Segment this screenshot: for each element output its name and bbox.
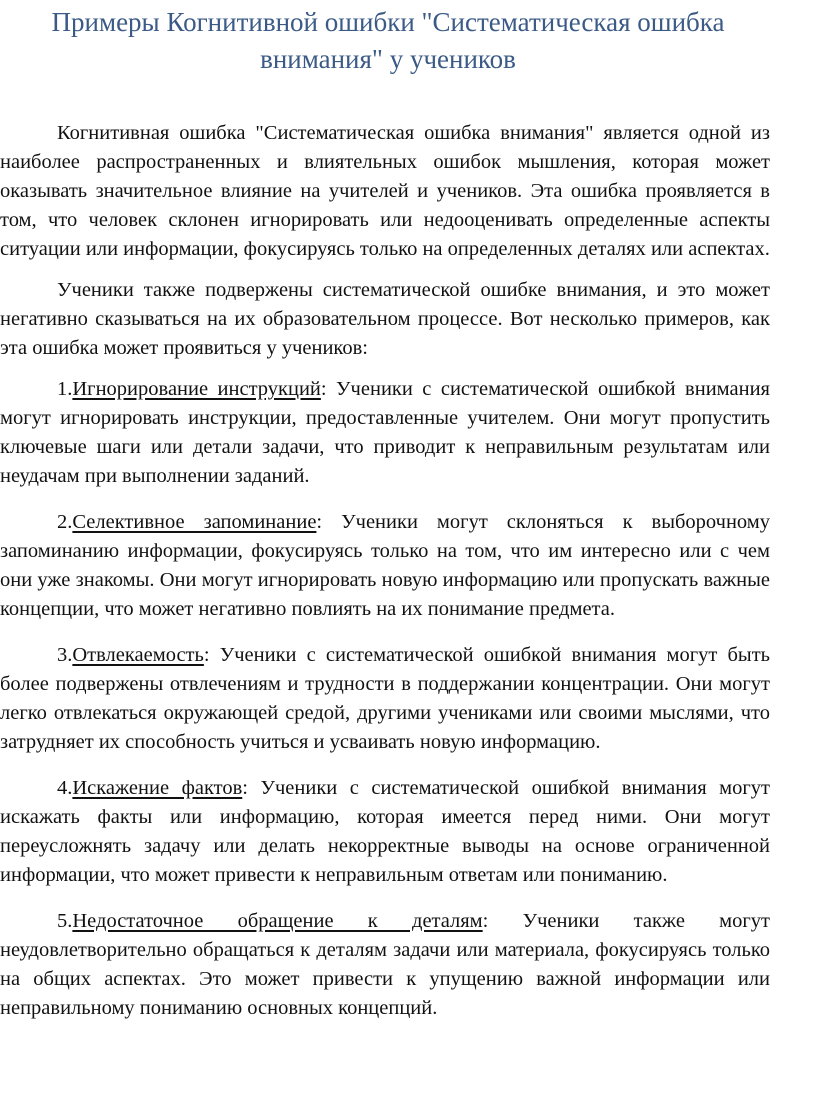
example-term: Отвлекаемость <box>72 644 204 666</box>
example-term: Селективное запоминание <box>72 511 317 533</box>
example-number: 4. <box>57 777 73 799</box>
example-number: 1. <box>57 378 73 400</box>
example-number: 2. <box>57 511 73 533</box>
intro-paragraph: Когнитивная ошибка "Систематическая ошибка внимания" является одной из наиболее распространенных и влиятельных ошибок мышления, которая может оказывать значительное влияние на учителей и учеников. Эта ошибка проявляется в том, что человек склонен игнорировать или недооценивать определенные аспекты ситуации или информации, фокусируясь только на определенных деталях или аспектах. <box>0 122 770 260</box>
example-item <box>0 907 770 1023</box>
example-text: : Ученики с систематической ошибкой внимания могут игнорировать инструкции, предоставленные учителем. Они могут пропустить ключевые шаги или детали задачи, что приводит к неправильным результатам или неудачам при выполнении заданий. <box>0 378 770 487</box>
document-body <box>0 119 770 1023</box>
example-item <box>0 641 770 757</box>
example-term: Игнорирование инструкций <box>72 378 321 400</box>
page-title: Примеры Когнитивной ошибки "Систематическая ошибка внимания" у учеников <box>51 7 725 74</box>
example-item <box>0 774 770 890</box>
example-text: : Ученики с систематической ошибкой внимания могут быть более подвержены отвлечениям и трудности в поддержании концентрации. Они могут легко отвлекаться окружающей средой, другими учениками или своими мыслями, что затрудняет их способность учиться и усваивать новую информацию. <box>0 644 770 753</box>
example-text: : Ученики с систематической ошибкой внимания могут искажать факты или информацию, которая имеется перед ними. Они могут переусложнять задачу или делать некорректные выводы на основе ограниченной информации, что может привести к неправильным ответам или пониманию. <box>0 777 770 886</box>
example-text: : Ученики могут склоняться к выборочному запоминанию информации, фокусируясь только на том, что им интересно или с чем они уже знакомы. Они могут игнорировать новую информацию или пропускать важные концепции, что может негативно повлиять на их понимание предмета. <box>0 511 771 620</box>
example-number: 3. <box>57 644 73 666</box>
example-number: 5. <box>57 910 73 932</box>
example-text: : Ученики также могут неудовлетворительно обращаться к деталям задачи или материала, фокусируясь только на общих аспектах. Это может привести к упущению важной информации или неправильному пониманию основных концепций. <box>0 910 770 1019</box>
example-term: Искажение фактов <box>72 777 243 799</box>
example-item <box>0 508 770 624</box>
example-term: Недостаточное обращение к деталям <box>72 910 483 932</box>
example-item <box>0 375 770 491</box>
intro-paragraph: Ученики также подвержены систематической ошибке внимания, и это может негативно сказываться на их образовательном процессе. Вот несколько примеров, как эта ошибка может проявиться у учеников: <box>0 279 770 359</box>
